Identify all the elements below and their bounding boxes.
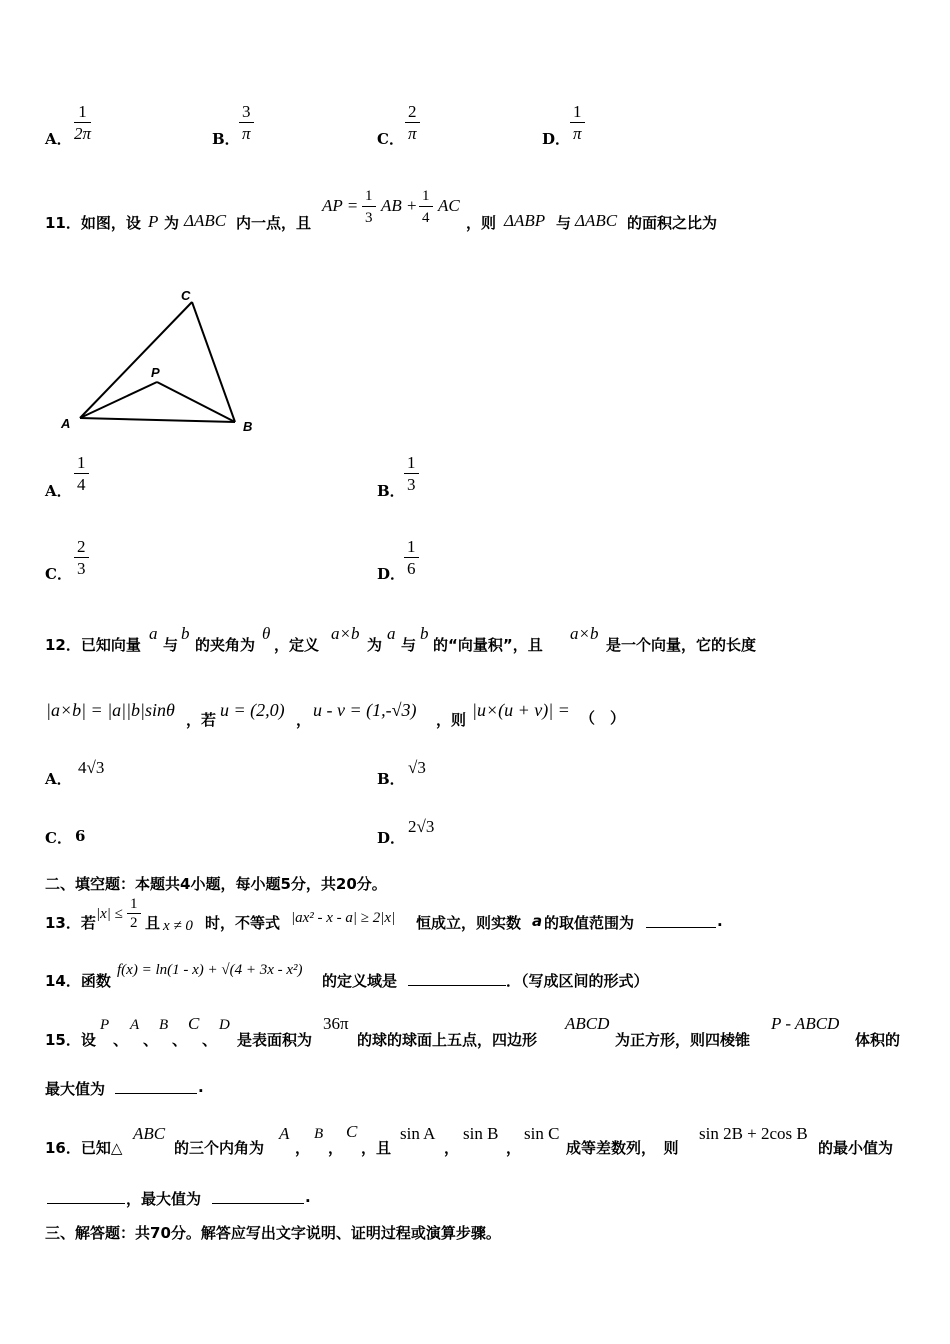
q10-option-c-label: C． xyxy=(377,130,404,148)
q13-cond2: x ≠ 0 xyxy=(163,918,193,934)
q15-point-c: C xyxy=(188,1014,200,1033)
q11-triangle-abc: ΔABC xyxy=(184,211,227,230)
q16-min-blank[interactable] xyxy=(47,1203,125,1204)
q10-option-d-value: $\frac{1}{\pi}$ xyxy=(570,102,585,145)
q15-end: . xyxy=(198,1078,204,1096)
q16-sep-1: ， xyxy=(295,1139,311,1157)
q14-function: f(x) = ln(1 - x) + √(4 + 3x - x²) xyxy=(117,962,303,978)
q13-end: . xyxy=(717,912,723,930)
q11-mid-text: 内一点，且 xyxy=(236,214,312,232)
q12-wei: 为 xyxy=(367,636,383,654)
q12-option-b-value: √3 xyxy=(408,758,426,777)
q10-option-b-label: B． xyxy=(212,130,240,148)
q16-sep-3: ， xyxy=(444,1139,460,1157)
q11-eq-frac1: $\frac{1}{3}$ xyxy=(362,186,376,229)
q12-comma: ， xyxy=(296,711,312,729)
q12-dingyi: ，定义 xyxy=(274,636,320,654)
q16-angle-b: B xyxy=(314,1126,324,1142)
q15-tail: 体积的 xyxy=(855,1031,901,1049)
q16-angle-a: A xyxy=(279,1124,290,1143)
q14-answer-blank[interactable] xyxy=(408,985,506,986)
q11-option-d-label: D． xyxy=(377,565,406,583)
q16-angle-c: C xyxy=(346,1122,358,1141)
q16-expr: sin 2B + 2cos B xyxy=(699,1124,808,1143)
q16-max-blank[interactable] xyxy=(212,1203,304,1204)
edge-ab xyxy=(80,418,235,422)
q16-abc: ABC xyxy=(133,1124,166,1143)
label-b: B xyxy=(243,419,253,434)
q12-theta: θ xyxy=(262,624,271,643)
q12-line1-start: 12．已知向量 xyxy=(45,636,141,654)
q11-option-a-label: A． xyxy=(45,482,72,500)
q10-option-a-label: A． xyxy=(45,130,72,148)
q15-point-d: D xyxy=(219,1017,230,1033)
q16-sin-c: sin C xyxy=(524,1124,560,1143)
q11-triangle-figure xyxy=(55,282,265,437)
label-p: P xyxy=(151,365,160,380)
q13-tail: 恒成立，则实数 xyxy=(416,914,522,932)
q12-yu: 与 xyxy=(163,636,179,654)
q15-mid-3: 为正方形，则四棱锥 xyxy=(615,1031,751,1049)
q15-sep-3: 、 xyxy=(172,1031,188,1049)
q16-start: 16．已知△ xyxy=(45,1139,123,1157)
q13-answer-blank[interactable] xyxy=(646,927,716,928)
q12-vec-a: a xyxy=(149,624,158,643)
q11-eq-plus: + xyxy=(407,196,417,215)
q16-mid-1: 的三个内角为 xyxy=(174,1139,265,1157)
q12-option-c-label: C． xyxy=(45,829,72,847)
q15-point-p: P xyxy=(100,1017,110,1033)
q12-option-d-label: D． xyxy=(377,829,406,847)
edge-ac xyxy=(80,302,192,418)
q12-option-c-value: 6 xyxy=(75,827,86,845)
q12-tail: 是一个向量，它的长度 xyxy=(606,636,757,654)
q14-start: 14．函数 xyxy=(45,972,111,990)
q11-tail: 的面积之比为 xyxy=(627,214,718,232)
q15-point-a: A xyxy=(130,1017,140,1033)
q11-point-p: P xyxy=(148,212,159,231)
q15-sep-4: 、 xyxy=(202,1031,218,1049)
q12-option-a-label: A． xyxy=(45,770,72,788)
q16-end: . xyxy=(305,1188,311,1206)
section-3-heading: 三、解答题：共70分。解答应写出文字说明、证明过程或演算步骤。 xyxy=(45,1224,501,1242)
q12-option-d-value: 2√3 xyxy=(408,817,435,836)
q15-mid-1: 是表面积为 xyxy=(237,1031,313,1049)
q11-option-a-value: $\frac{1}{4}$ xyxy=(74,453,89,496)
q12-de: 的“向量积”，且 xyxy=(433,636,543,654)
q12-axb: a×b xyxy=(331,624,360,643)
q15-answer-blank[interactable] xyxy=(115,1093,197,1094)
q16-sep-2: ， xyxy=(328,1139,344,1157)
q11-option-d-value: $\frac{1}{6}$ xyxy=(404,537,419,580)
q13-cond1: |x| ≤ xyxy=(96,906,123,922)
q16-sin-a: sin A xyxy=(400,1124,436,1143)
q15-quad: ABCD xyxy=(565,1014,610,1033)
q11-eq-frac2: $\frac{1}{4}$ xyxy=(419,186,433,229)
q15-pyramid: P - ABCD xyxy=(771,1014,840,1033)
q12-vec-b: b xyxy=(181,624,190,643)
q15-start: 15．设 xyxy=(45,1031,96,1049)
q15-sep-1: 、 xyxy=(113,1031,129,1049)
q16-qie: ，且 xyxy=(361,1139,392,1157)
q13-range: 的取值范围为 xyxy=(544,914,635,932)
q11-option-b-label: B． xyxy=(377,482,405,500)
q16-mid-3: 的最小值为 xyxy=(818,1139,894,1157)
section-2-heading: 二、填空题：本题共4小题，每小题5分，共20分。 xyxy=(45,875,387,893)
q11-triangle-abc-2: ΔABC xyxy=(575,211,618,230)
edge-ap xyxy=(80,382,157,418)
q11-eq-vec-ac: AC xyxy=(438,196,460,215)
q12-expr: |u×(u + v)| = xyxy=(472,700,570,720)
q15-line2: 最大值为 xyxy=(45,1080,106,1098)
q10-option-b-value: $\frac{3}{\pi}$ xyxy=(239,102,254,145)
q12-option-b-label: B． xyxy=(377,770,405,788)
q12-yu-2: 与 xyxy=(401,636,417,654)
q16-line2-mid: ，最大值为 xyxy=(126,1190,202,1208)
q14-mid: 的定义域是 xyxy=(322,972,398,990)
q14-tail: ．（写成区间的形式） xyxy=(506,972,649,990)
q13-start: 13．若 xyxy=(45,914,96,932)
q12-vec-b-2: b xyxy=(420,624,429,643)
q15-point-b: B xyxy=(159,1017,169,1033)
q13-frac: $\frac{1}{2}$ xyxy=(127,896,141,932)
q12-option-a-value: 4√3 xyxy=(78,758,105,777)
q16-mid-2: 成等差数列， 则 xyxy=(566,1139,679,1157)
q12-axb-2: a×b xyxy=(570,624,599,643)
label-a: A xyxy=(61,416,71,431)
q10-option-d-label: D． xyxy=(542,130,571,148)
q13-mid: 时，不等式 xyxy=(205,914,281,932)
q10-option-c-value: $\frac{2}{\pi}$ xyxy=(405,102,420,145)
q13-inequality: |ax² - x - a| ≥ 2|x| xyxy=(291,910,396,926)
q11-yu: 与 xyxy=(556,214,572,232)
q11-wei: 为 xyxy=(164,214,180,232)
q11-then: ，则 xyxy=(466,214,497,232)
q12-ze: ，则 xyxy=(436,711,467,729)
q11-eq-vec-ab: AB xyxy=(381,196,402,215)
q11-prefix: 11．如图，设 xyxy=(45,214,141,232)
q11-option-c-value: $\frac{2}{3}$ xyxy=(74,537,89,580)
q11-option-c-label: C． xyxy=(45,565,72,583)
q12-ruo: ，若 xyxy=(186,711,217,729)
q10-option-a-value: $\frac{1}{2\pi}$ xyxy=(74,102,92,143)
q12-paren: （ ） xyxy=(580,709,626,727)
q12-u-eq: u = (2,0) xyxy=(220,700,285,720)
q11-triangle-abp: ΔABP xyxy=(504,211,546,230)
q12-formula: |a×b| = |a||b|sinθ xyxy=(46,700,175,720)
q11-eq-lhs: AP = xyxy=(322,196,359,215)
q16-sin-b: sin B xyxy=(463,1124,499,1143)
q12-uv-eq: u - v = (1,-√3) xyxy=(313,700,417,720)
q15-sep-2: 、 xyxy=(143,1031,159,1049)
q15-area: 36π xyxy=(323,1014,349,1033)
q12-vec-a-2: a xyxy=(387,624,396,643)
q15-mid-2: 的球的球面上五点，四边形 xyxy=(357,1031,538,1049)
q13-qie: 且 xyxy=(145,914,161,932)
q12-jiajiao: 的夹角为 xyxy=(195,636,256,654)
q11-option-b-value: $\frac{1}{3}$ xyxy=(404,453,419,496)
label-c: C xyxy=(181,288,191,303)
q16-sep-4: ， xyxy=(506,1139,522,1157)
q13-var-a: a xyxy=(532,912,543,930)
